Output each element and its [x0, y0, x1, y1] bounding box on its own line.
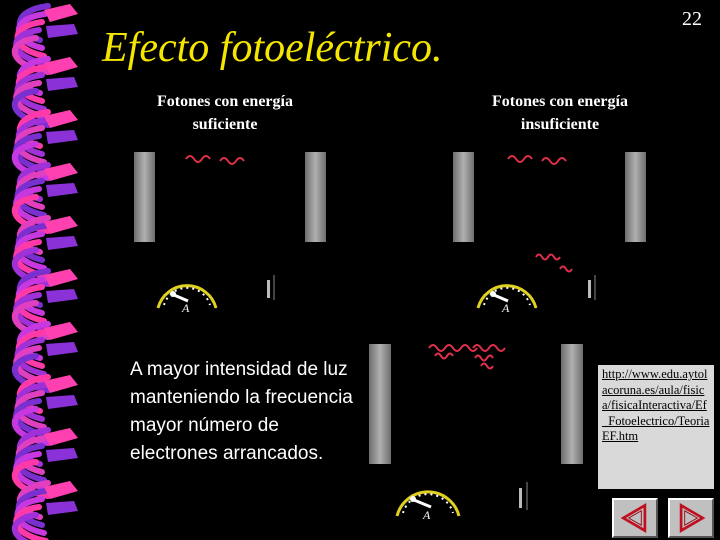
- next-slide-button[interactable]: [668, 498, 714, 538]
- switch: [588, 280, 591, 298]
- photon-wave: [186, 156, 244, 164]
- left-plate: [453, 152, 474, 242]
- page-number: 22: [682, 8, 702, 30]
- triangle-right-icon: [670, 500, 712, 536]
- right-plate: [561, 344, 583, 464]
- photoelectric-diagram-insufficient: [450, 145, 660, 313]
- photoelectric-diagram-intensity: [365, 342, 595, 520]
- photon-wave: [508, 156, 572, 272]
- body-text: A mayor intensidad de luz manteniendo la frecuencia mayor número de electrones arrancados.: [130, 359, 353, 464]
- ammeter: [158, 286, 216, 313]
- photon-wave: [429, 345, 505, 369]
- slide-title: Efecto fotoeléctrico.: [102, 25, 443, 71]
- spiral-binding-icon: [0, 0, 100, 540]
- right-plate: [305, 152, 326, 242]
- svg-text:A: A: [423, 508, 431, 520]
- prev-slide-button[interactable]: [612, 498, 658, 538]
- ammeter: [397, 492, 459, 520]
- svg-text:A: A: [182, 301, 190, 313]
- left-plate: [134, 152, 155, 242]
- ammeter: [478, 286, 536, 313]
- reference-link-box: [598, 365, 714, 489]
- left-header: Fotones con energía suficiente: [157, 93, 293, 133]
- reference-link[interactable]: http://www.edu.aytolacoruna.es/aula/fisica/fisicaInteractiva/Ef_Fotoelectrico/TeoriaEF.htm: [602, 367, 710, 443]
- svg-text:A: A: [502, 301, 510, 313]
- triangle-left-icon: [614, 500, 656, 536]
- photoelectric-diagram-sufficient: [130, 145, 340, 313]
- switch: [519, 488, 522, 508]
- switch: [267, 280, 270, 298]
- right-header: Fotones con energía insuficiente: [492, 93, 628, 133]
- right-plate: [625, 152, 646, 242]
- left-plate: [369, 344, 391, 464]
